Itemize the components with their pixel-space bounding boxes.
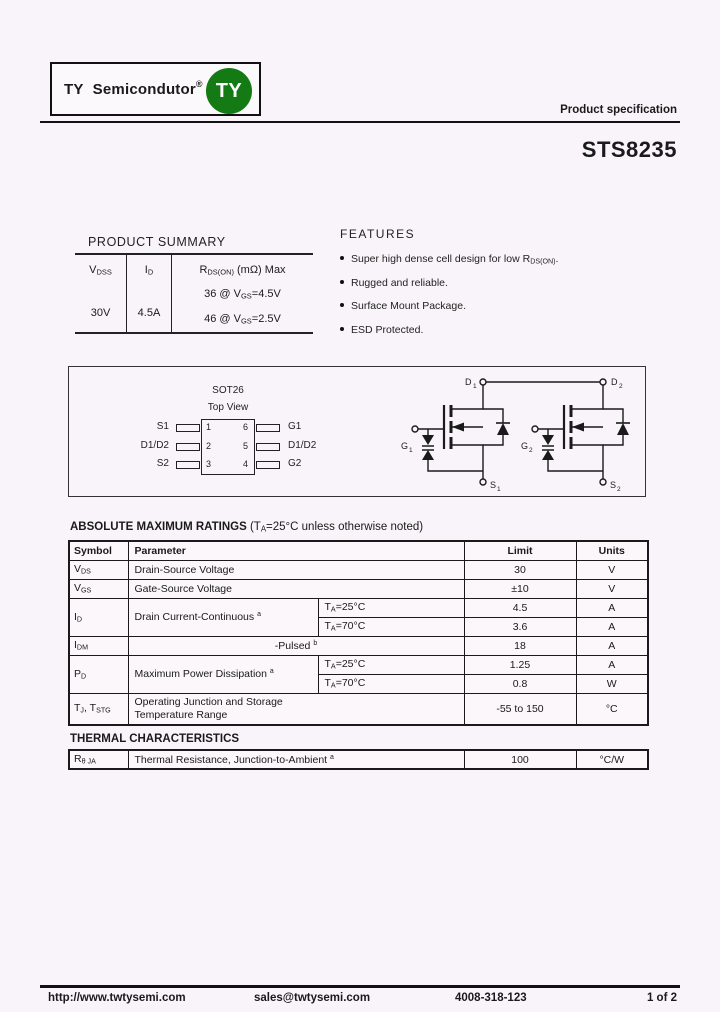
pin-number-3: 3 [206,459,212,469]
spec-label: Product specification [560,104,677,116]
bullet-icon [340,256,344,260]
summary-value-vdss: 30V [90,306,111,319]
product-summary-title: PRODUCT SUMMARY [88,235,226,249]
brand-badge-icon: TY [206,68,252,114]
symbol-tj-tstg: $T_J$, $T_{STG}$ [69,693,128,725]
table-header-row [69,541,648,560]
bullet-icon [340,280,344,284]
pin-number-6: 6 [242,422,248,432]
unit-pd-25c: A [576,655,648,674]
schematic-label-d2: D [611,377,618,387]
header-divider [40,121,680,123]
feature-item: Rugged and reliable. [340,277,675,289]
pin-number-2: 2 [206,441,212,451]
param-vds: Drain-Source Voltage [128,560,464,579]
package-view-label: Top View [207,402,249,413]
pin-label-g1: G1 [288,421,302,432]
cond-pd-70c: $T_A=70^\circ C$ [318,674,464,693]
svg-text:1: 1 [409,447,413,454]
package-diagram-box [68,366,646,497]
pin-pad [176,443,200,451]
footer-phone: 4008-318-123 [455,992,527,1004]
part-number: STS8235 [581,137,677,162]
symbol-id: $I_D$ [69,598,128,636]
abs-max-heading: ABSOLUTE MAXIMUM RATINGS ($T_A=25^\circ C$ unless otherwise noted) [70,521,424,534]
bullet-icon [340,327,344,331]
svg-text:1: 1 [473,383,477,390]
param-tj: Operating Junction and Storage Temperature Range [128,693,464,725]
product-summary-table [75,253,313,334]
cond-id-25c: $T_A=25^\circ C$ [318,598,464,617]
unit-tj: °C [576,693,648,725]
table-row-vds [69,560,648,579]
unit-id-70c: A [576,617,648,636]
pin-label-s1: S1 [156,421,169,432]
limit-tj: -55 to 150 [464,693,576,725]
brand-logo [50,62,261,116]
cond-pd-25c: $T_A=25^\circ C$ [318,655,464,674]
table-row-idm [69,636,648,655]
table-row-vgs [69,579,648,598]
limit-idm: 18 [464,636,576,655]
svg-text:2: 2 [619,383,623,390]
svg-text:2: 2 [529,447,533,454]
table-row-rthja [69,750,648,769]
param-rthja: Thermal Resistance, Junction-to-Ambient $^a$ [128,750,464,769]
registered-mark: ® [195,79,203,90]
pin-pad [176,461,200,469]
param-vgs: Gate-Source Voltage [128,579,464,598]
unit-idm: A [576,636,648,655]
schematic-label-d1: D [465,377,472,387]
footer-divider [40,985,680,988]
summary-value-rdson-1: 36 @ $V_{GS}=4.5V$ [204,287,281,301]
summary-col-id [126,255,172,332]
pin-label-s2: S2 [156,458,169,469]
feature-item: ESD Protected. [340,324,675,336]
symbol-idm: $I_{DM}$ [69,636,128,655]
limit-pd-25c: 1.25 [464,655,576,674]
feature-item: Super high dense cell design for low $R_{DS(ON)}$. [340,253,675,266]
symbol-rthja: $R_{\theta JA}$ [69,750,128,769]
table-row-tj [69,693,648,725]
summary-col-vdss [75,255,126,332]
summary-header-id: $I_D$ [144,264,154,277]
pin-pad [256,443,280,451]
unit-vgs: V [576,579,648,598]
bullet-icon [340,303,344,307]
footer-email: sales@twtysemi.com [254,992,371,1004]
unit-vds: V [576,560,648,579]
pin-pad [256,424,280,432]
pin-pad [176,424,200,432]
svg-text:1: 1 [497,486,501,493]
col-units: Units [576,541,648,560]
pin-number-4: 4 [242,459,248,469]
value-rthja: 100 [464,750,576,769]
col-limit: Limit [464,541,576,560]
col-symbol: Symbol [69,541,128,560]
symbol-pd: $P_D$ [69,655,128,693]
unit-rthja: °C/W [576,750,648,769]
symbol-vgs: $V_{GS}$ [69,579,128,598]
pin-label-g2: G2 [288,458,302,469]
summary-header-vdss: $V_{DSS}$ [89,264,112,277]
schematic-label-s2: S [610,480,617,490]
thermal-heading: THERMAL CHARACTERISTICS [70,733,240,745]
cond-id-70c: $T_A=70^\circ C$ [318,617,464,636]
pin-label-d1d2-left: D1/D2 [140,440,169,451]
schematic-label-g1: G [401,441,409,451]
abs-max-table [68,540,649,726]
table-row-pd-25c [69,655,648,674]
abs-max-note: ($T_A=25^\circ C$ unless otherwise noted) [249,521,424,534]
schematic-label-s1: S [490,480,497,490]
schematic-label-g2: G [521,441,529,451]
limit-id-70c: 3.6 [464,617,576,636]
pin-number-5: 5 [242,441,248,451]
thermal-table [68,749,649,770]
mosfet-schematic [389,371,633,495]
unit-id-25c: A [576,598,648,617]
limit-pd-70c: 0.8 [464,674,576,693]
symbol-vds: $V_{DS}$ [69,560,128,579]
page-number: 1 of 2 [646,992,677,1004]
param-id: Drain Current-Continuous $^a$ [128,598,318,636]
param-idm: -Pulsed $^b$ [128,636,464,655]
pin-label-d1d2-right: D1/D2 [288,440,317,451]
summary-col-rdson [172,255,313,332]
features-section [340,227,675,336]
features-title: FEATURES [340,227,416,241]
svg-text:2: 2 [617,486,621,493]
summary-value-rdson-2: 46 @ $V_{GS}=2.5V$ [204,313,281,326]
pin-number-1: 1 [206,422,212,432]
pin-pad [256,461,280,469]
limit-id-25c: 4.5 [464,598,576,617]
footer-website-link: http://www.twtysemi.com [48,992,186,1004]
summary-value-id: 4.5A [137,306,161,319]
table-row-id-25c [69,598,648,617]
limit-vgs: ±10 [464,579,576,598]
summary-header-rdson: $R_{DS(ON)}$ (mΩ) Max [199,264,286,277]
col-parameter: Parameter [128,541,464,560]
feature-item: Surface Mount Package. [340,300,675,312]
package-name: SOT26 [212,385,244,396]
limit-vds: 30 [464,560,576,579]
unit-pd-70c: W [576,674,648,693]
brand-name: TY Semicondutor® [64,79,203,99]
param-pd: Maximum Power Dissipation $^a$ [128,655,318,693]
